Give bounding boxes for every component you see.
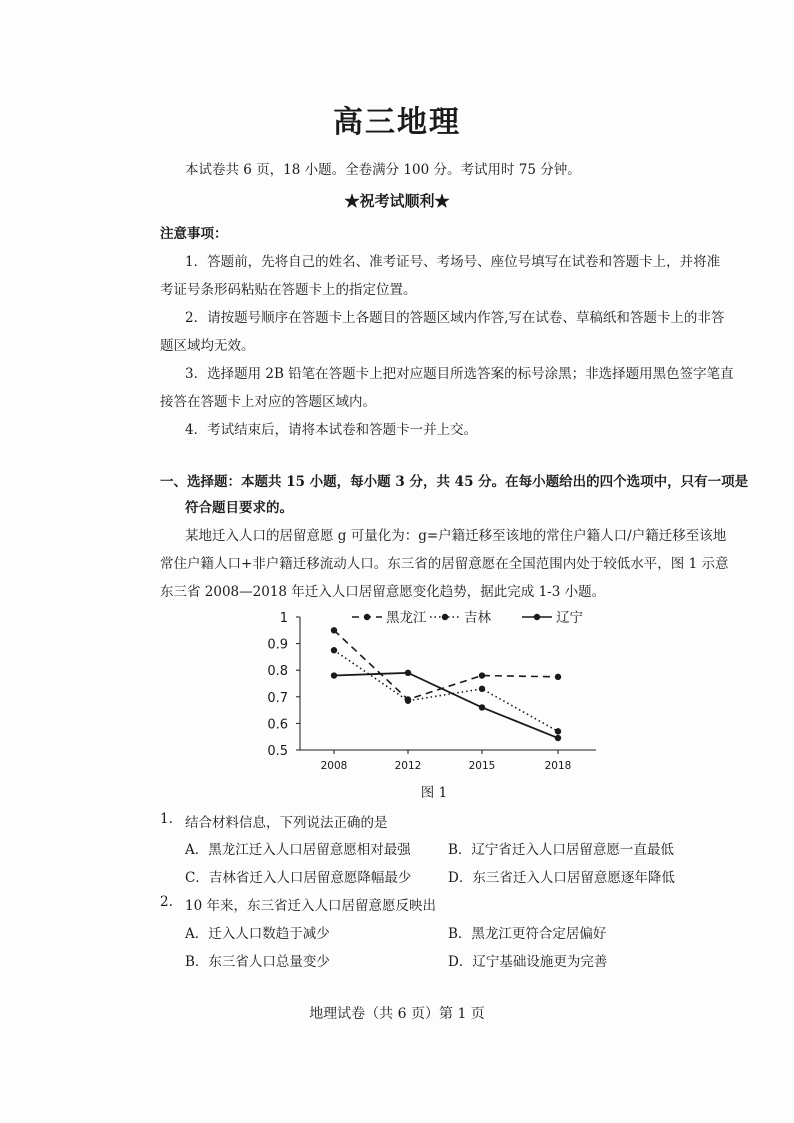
series-line-3 — [334, 673, 558, 738]
figure-caption: 图 1 — [420, 785, 448, 801]
series-3-point — [405, 670, 411, 676]
exam-info: 本试卷共 6 页，18 小题。全卷满分 100 分。考试用时 75 分钟。 — [185, 162, 581, 178]
y-tick-label: 0.6 — [267, 717, 288, 733]
section-heading-line2: 符合题目要求的。 — [185, 500, 293, 516]
question-1-option-b[interactable]: B．辽宁省迁入人口居留意愿一直最低 — [448, 842, 674, 858]
notice-1-line1: 1．答题前，先将自己的姓名、准考证号、考场号、座位号填写在试卷和答题卡上，并将准 — [185, 254, 721, 270]
material-line1: 某地迁入人口的居留意愿 g 可量化为：g=户籍迁移至该地的常住户籍人口/户籍迁移至该地 — [185, 528, 727, 544]
series-line-1 — [334, 630, 558, 699]
question-1-stem: 结合材料信息，下列说法正确的是 — [185, 815, 388, 831]
series-2-point — [405, 698, 411, 704]
legend-label: 黑龙江 — [386, 610, 427, 626]
series-1-point — [331, 627, 337, 633]
question-2-option-c[interactable]: B．东三省人口总量变少 — [185, 954, 330, 970]
notice-2-line2: 题区域均无效。 — [160, 338, 255, 354]
series-1-point — [479, 672, 485, 678]
chart-series — [331, 627, 561, 741]
legend-swatch-marker — [534, 614, 540, 620]
legend-label: 辽宁 — [556, 610, 583, 626]
chart-legend — [352, 609, 583, 626]
question-2-option-a[interactable]: A．迁入人口数趋于减少 — [185, 926, 330, 942]
series-3-point — [555, 735, 561, 741]
notice-3-line1: 3．选择题用 2B 铅笔在答题卡上把对应题目所选答案的标号涂黑；非选择题用黑色签字笔直 — [185, 366, 734, 382]
page-footer: 地理试卷（共 6 页）第 1 页 — [309, 1006, 485, 1022]
notice-3-line2: 接答在答题卡上对应的答题区域内。 — [160, 394, 376, 410]
y-tick-label: 0.9 — [267, 637, 288, 653]
series-3-point — [331, 672, 337, 678]
series-3-point — [479, 704, 485, 710]
question-1-option-a[interactable]: A．黑龙江迁入人口居留意愿相对最强 — [185, 842, 411, 858]
question-2-number: 2. — [160, 894, 173, 910]
question-2-option-b[interactable]: B．黑龙江更符合定居偏好 — [448, 926, 607, 942]
section-heading-line1: 一、选择题：本题共 15 小题，每小题 3 分，共 45 分。在每小题给出的四个选项中，只有一项是 — [160, 474, 749, 490]
question-1-option-c[interactable]: C．吉林省迁入人口居留意愿降幅最少 — [185, 870, 412, 886]
series-2-point — [479, 686, 485, 692]
material-line3: 东三省 2008—2018 年迁入人口居留意愿变化趋势，据此完成 1-3 小题。 — [160, 584, 606, 600]
question-1-option-d[interactable]: D．东三省迁入人口居留意愿逐年降低 — [448, 870, 675, 886]
y-tick-label: 0.8 — [267, 664, 288, 680]
page-title: 高三地理 — [333, 105, 461, 140]
x-tick-label: 2015 — [468, 760, 496, 772]
notice-heading: 注意事项： — [160, 226, 228, 242]
x-tick-label: 2012 — [394, 760, 422, 772]
question-2-option-d[interactable]: D．辽宁基础设施更为完善 — [448, 954, 608, 970]
exam-wish: ★祝考试顺利★ — [344, 192, 450, 210]
y-tick-label: 0.5 — [267, 744, 288, 759]
y-tick-label: 0.7 — [267, 690, 288, 706]
material-line2: 常住户籍人口+非户籍迁移流动人口。东三省的居留意愿在全国范围内处于较低水平，图 1 示意 — [160, 556, 729, 572]
legend-swatch-marker — [364, 614, 370, 620]
question-2-stem: 10 年来，东三省迁入人口居留意愿反映出 — [185, 898, 436, 914]
notice-1-line2: 考证号条形码粘贴在答题卡上的指定位置。 — [160, 282, 417, 298]
series-1-point — [555, 674, 561, 680]
x-tick-label: 2018 — [544, 760, 572, 772]
y-tick-label: 1 — [279, 611, 288, 626]
series-2-point — [555, 728, 561, 734]
x-tick-label: 2008 — [320, 760, 348, 772]
notice-2-line1: 2．请按题号顺序在答题卡上各题目的答题区域内作答,写在试卷、草稿纸和答题卡上的非答 — [185, 310, 725, 326]
legend-swatch-marker — [442, 614, 448, 620]
series-2-point — [331, 647, 337, 653]
question-1-number: 1. — [160, 811, 173, 827]
notice-4-line1: 4．考试结束后，请将本试卷和答题卡一并上交。 — [185, 422, 478, 438]
legend-label: 吉林 — [464, 610, 491, 626]
